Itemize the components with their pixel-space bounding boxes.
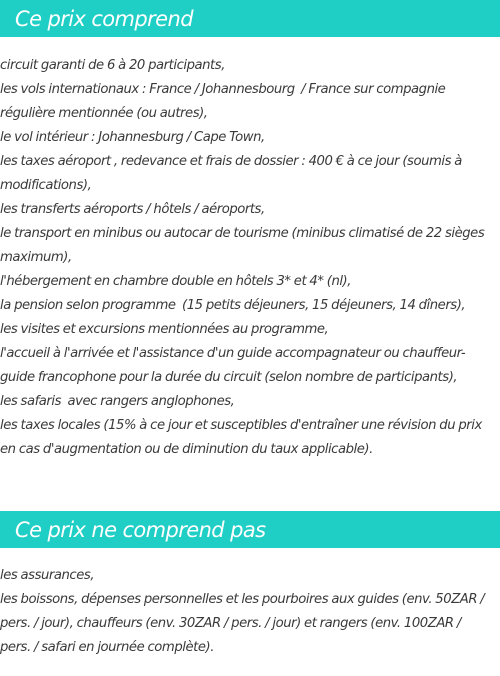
price-excludes-heading: Ce prix ne comprend pas — [0, 511, 500, 548]
price-includes-heading: Ce prix comprend — [0, 0, 500, 37]
list-item: les taxes aéroport , redevance et frais de dossier : 400 € à ce jour (soumis à modifications), — [0, 154, 466, 193]
list-item: les assurances, — [0, 568, 95, 583]
list-item: les boissons, dépenses personnelles et les pourboires aux guides (env. 50ZAR / pers. / jour), chauffeurs (env. 30ZAR / pers. / jour) et rangers (env. 100ZAR / pers. / safari en journée complète). — [0, 592, 488, 655]
list-item: les transferts aéroports / hôtels / aéroports, — [0, 202, 265, 217]
list-item: les taxes locales (15% à ce jour et susceptibles d'entraîner une révision du prix en cas d'augmentation ou de diminution du taux applicable). — [0, 418, 486, 457]
list-item: les safaris avec rangers anglophones, — [0, 394, 235, 409]
list-item: l'accueil à l'arrivée et l'assistance d'un guide accompagnateur ou chauffeur-guide francophone pour la durée du circuit (selon nombre de participants), — [0, 346, 466, 385]
price-includes-list — [0, 54, 500, 462]
list-item: circuit garanti de 6 à 20 participants, — [0, 58, 225, 73]
list-item: la pension selon programme (15 petits déjeuners, 15 déjeuners, 14 dîners), — [0, 298, 466, 313]
list-item: le vol intérieur : Johannesburg / Cape Town, — [0, 130, 265, 145]
list-item: les visites et excursions mentionnées au programme, — [0, 322, 329, 337]
list-item: l'hébergement en chambre double en hôtels 3* et 4* (nl), — [0, 274, 351, 289]
price-excludes-list — [0, 564, 500, 660]
list-item: les vols internationaux : France / Johannesbourg / France sur compagnie régulière mentionnée (ou autres), — [0, 82, 449, 121]
list-item: le transport en minibus ou autocar de tourisme (minibus climatisé de 22 sièges maximum), — [0, 226, 488, 265]
